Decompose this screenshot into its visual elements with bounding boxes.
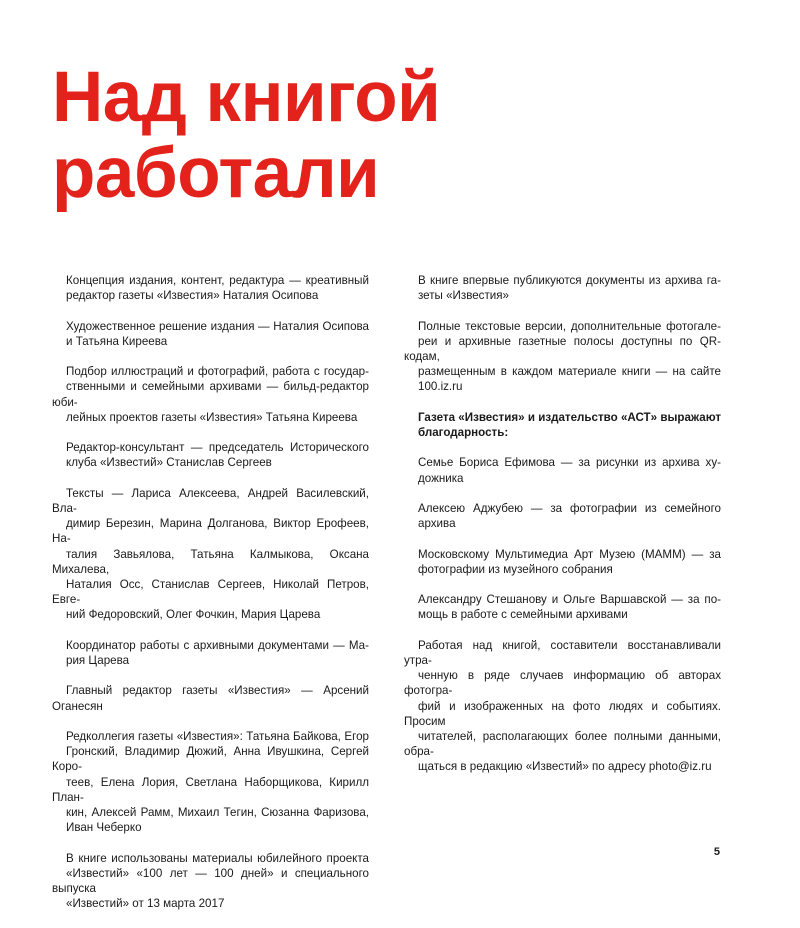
- text-line: Координатор работы с архивными документами — Ма-: [66, 638, 369, 652]
- text-line: Газета «Известия» и издательство «АСТ» выражают: [418, 410, 721, 424]
- text-line: Алексею Аджубею — за фотографии из семейного: [418, 501, 721, 515]
- paragraph-restoration-note: [404, 638, 721, 775]
- text-line: клуба «Известий» Станислав Сергеев: [66, 456, 272, 470]
- text-line: зеты «Известия»: [418, 289, 509, 303]
- text-line: В книге впервые публикуются документы из архива га-: [418, 274, 721, 287]
- paragraph-concept: [52, 273, 369, 303]
- page-title: [52, 60, 612, 212]
- text-line: кин, Алексей Рамм, Михаил Тегин, Сюзанна Фаризова,: [66, 806, 369, 819]
- text-line: теев, Елена Лория, Светлана Наборщикова, Кирилл План-: [52, 775, 369, 804]
- text-line: ний Федоровский, Олег Фочкин, Мария Царева: [66, 608, 321, 622]
- text-line: талия Завьялова, Татьяна Калмыкова, Оксана Михалева,: [52, 547, 369, 576]
- title-line-1: Над книгой: [52, 58, 441, 137]
- text-line: дожника: [418, 471, 464, 485]
- text-line: 100.iz.ru: [418, 380, 463, 394]
- text-line: Художественное решение издания — Наталия Осипова: [66, 319, 369, 333]
- text-line: «Известий» от 13 марта 2017: [66, 897, 225, 911]
- paragraph-consultant: [52, 440, 369, 470]
- text-line: лейных проектов газеты «Известия» Татьяна Киреева: [66, 410, 358, 424]
- text-line: Семье Бориса Ефимова — за рисунки из архива ху-: [418, 456, 721, 470]
- text-line: благодарность:: [418, 426, 509, 439]
- paragraph-thanks-adzhubei: [404, 501, 721, 531]
- text-line: Гронский, Владимир Дюжий, Анна Ивушкина, Сергей Коро-: [52, 745, 369, 774]
- text-line: фий и изображенных на фото людях и событиях. Просим: [404, 699, 721, 728]
- paragraph-materials: [52, 851, 369, 912]
- text-line: читателей, располагающих более полными данными, обра-: [404, 729, 721, 759]
- paragraph-thanks-mamm: [404, 547, 721, 577]
- text-line: фотографии из музейного собрания: [418, 562, 613, 576]
- paragraph-art-design: [52, 319, 369, 349]
- text-line: щаться в редакцию «Известий» по адресу photo@iz.ru: [418, 760, 712, 774]
- text-line: Редактор-консультант — председатель Исторического: [66, 441, 369, 455]
- text-line: ченную в ряде случаев информацию об авторах фотогра-: [404, 669, 721, 698]
- text-line: Концепция издания, контент, редактура — креативный: [66, 274, 369, 287]
- paragraph-thanks-steshanov: [404, 592, 721, 622]
- text-line: Александру Стешанову и Ольге Варшавской — за по-: [418, 593, 721, 607]
- text-line: архива: [418, 517, 456, 531]
- text-line: мощь в работе с семейными архивами: [418, 608, 628, 622]
- text-line: В книге использованы материалы юбилейного проекта: [66, 851, 369, 865]
- left-column: [52, 273, 369, 927]
- text-line: Редколлегия газеты «Известия»: Татьяна Байкова, Егор: [66, 729, 369, 743]
- paragraph-coordinator: [52, 638, 369, 668]
- text-line: размещенным в каждом материале книги — на сайте: [418, 365, 721, 379]
- text-line: димир Березин, Марина Долганова, Виктор Ерофеев, На-: [52, 517, 369, 546]
- text-line: рия Царева: [66, 654, 130, 667]
- text-line: Тексты — Лариса Алексеева, Андрей Василевский, Вла-: [52, 486, 369, 515]
- text-line: и Татьяна Киреева: [66, 334, 168, 348]
- text-line: редактор газеты «Известия» Наталия Осипова: [66, 289, 319, 303]
- paragraph-full-versions: [404, 319, 721, 395]
- text-line: реи и архивные газетные полосы доступны по QR-кодам,: [404, 334, 721, 363]
- text-line: Иван Чеберко: [66, 821, 142, 835]
- paragraph-illustrations: [52, 364, 369, 425]
- paragraph-chief-editor: [52, 683, 369, 713]
- text-line: Подбор иллюстраций и фотографий, работа с государ-: [66, 365, 369, 379]
- paragraph-thanks-efimov: [404, 455, 721, 485]
- text-line: Наталия Осс, Станислав Сергеев, Николай Петров, Евге-: [52, 578, 369, 607]
- text-line: «Известий» «100 лет — 100 дней» и специального выпуска: [52, 866, 369, 895]
- paragraph-archive-first: [404, 273, 721, 303]
- text-line: Московскому Мультимедиа Арт Музею (МАММ) — за: [418, 547, 721, 561]
- paragraph-texts: [52, 486, 369, 623]
- text-line: Главный редактор газеты «Известия» — Арсений Оганесян: [52, 684, 369, 713]
- page-number: 5: [713, 846, 720, 858]
- right-column: [404, 273, 721, 790]
- title-line-2: работали: [52, 134, 380, 213]
- text-line: Полные текстовые версии, дополнительные фотогале-: [418, 319, 721, 333]
- paragraph-editorial-board: [52, 729, 369, 835]
- text-line: Работая над книгой, составители восстанавливали утра-: [404, 638, 721, 667]
- paragraph-gratitude-heading: [404, 410, 721, 440]
- text-line: ственными и семейными архивами — бильд-редактор юби-: [52, 380, 369, 409]
